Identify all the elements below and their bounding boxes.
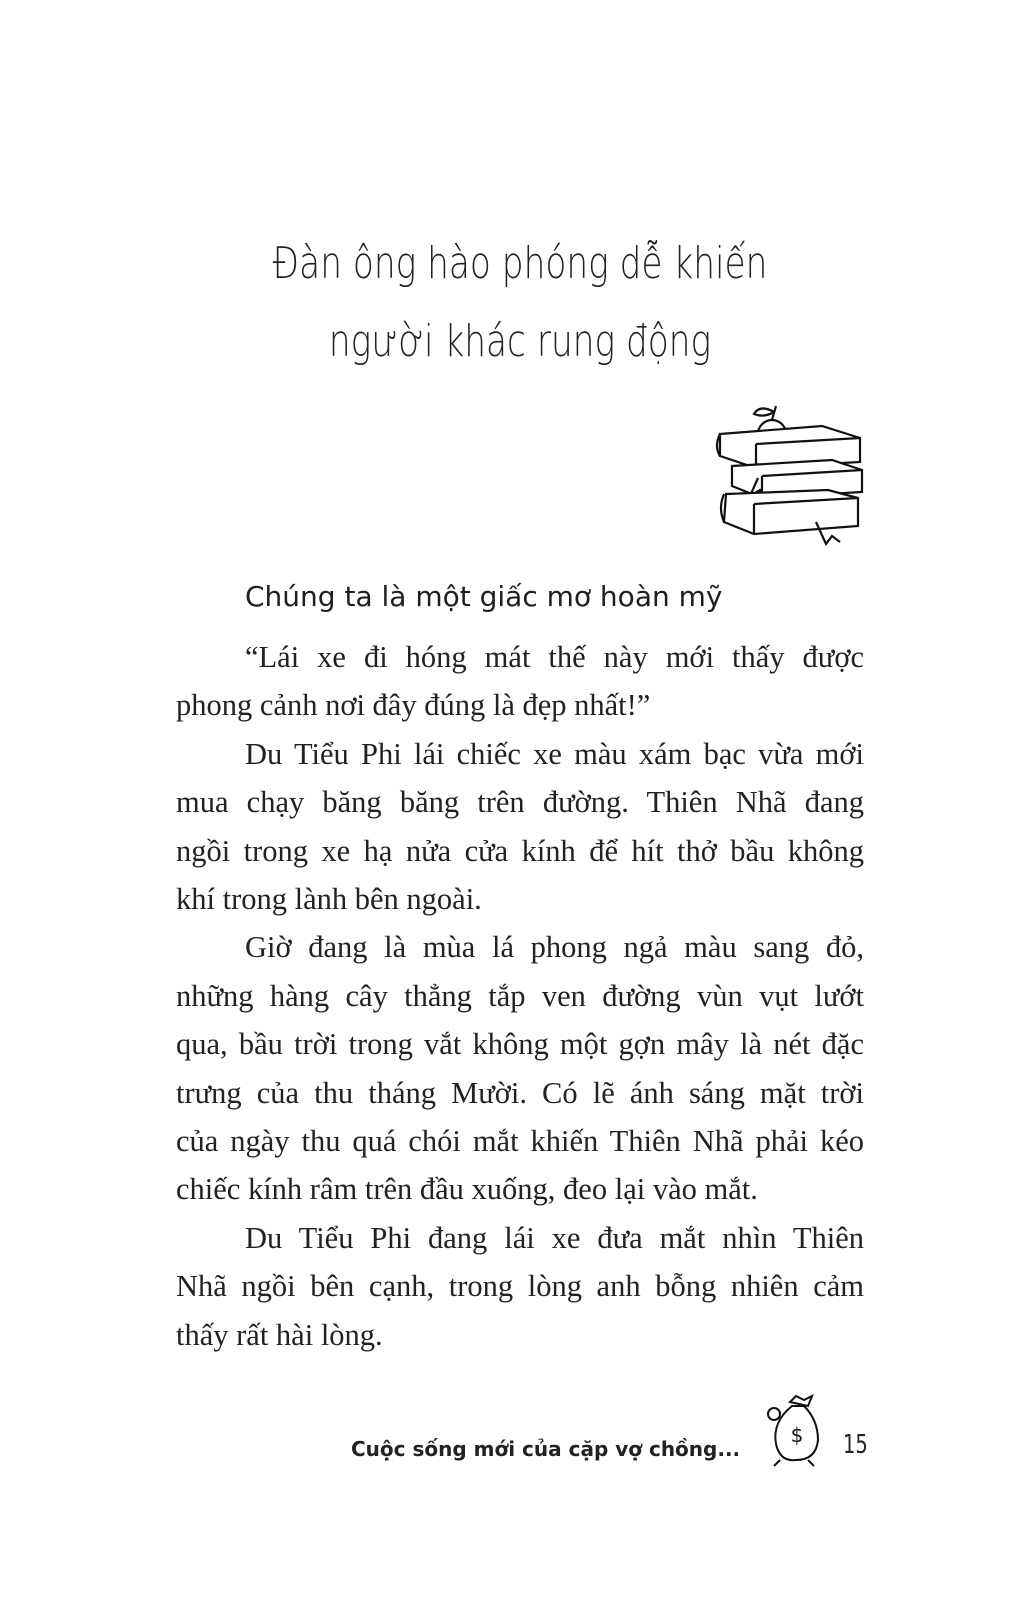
text-line: qua, bầu trời trong vắt không một gợn mây là nét đặc [176, 1027, 864, 1062]
text-line: trưng của thu tháng Mười. Có lẽ ánh sáng mặt trời [176, 1075, 864, 1110]
text-line: ngồi trong xe hạ nửa cửa kính để hít thở bầu không [176, 833, 864, 868]
text-line: thấy rất hài lòng. [176, 1317, 383, 1352]
text-line: mua chạy băng băng trên đường. Thiên Nhã đang [176, 785, 864, 820]
text-line: chiếc kính râm trên đầu xuống, đeo lại vào mắt. [176, 1172, 758, 1207]
money-bag-icon [764, 1392, 824, 1470]
paragraph [176, 1214, 864, 1359]
text-line: Nhã ngồi bên cạnh, trong lòng anh bỗng nhiên cảm [176, 1269, 864, 1304]
chapter-title-line-1: Đàn ông hào phóng dễ khiến [272, 238, 768, 289]
text-line: Du Tiểu Phi lái chiếc xe màu xám bạc vừa mới [245, 736, 864, 771]
chapter-title-line-2: người khác rung động [328, 316, 712, 367]
body-text [176, 633, 864, 1359]
text-line: những hàng cây thẳng tắp ven đường vùn vụt lướt [176, 978, 864, 1013]
paragraph [176, 633, 864, 730]
text-line: Giờ đang là mùa lá phong ngả màu sang đỏ, [245, 930, 864, 965]
text-line: khí trong lành bên ngoài. [176, 882, 482, 917]
text-line: của ngày thu quá chói mắt khiến Thiên Nhã phải kéo [176, 1124, 864, 1159]
paragraph [176, 730, 864, 924]
text-line: Du Tiểu Phi đang lái xe đưa mắt nhìn Thiên [245, 1220, 864, 1255]
text-line: phong cảnh nơi đây đúng là đẹp nhất!” [176, 688, 651, 723]
page-number: 15 [843, 1430, 868, 1460]
section-heading: Chúng ta là một giấc mơ hoàn mỹ [245, 580, 723, 613]
text-line: “Lái xe đi hóng mát thế này mới thấy được [245, 640, 864, 674]
books-apple-illustration [712, 386, 872, 552]
svg-text:$: $ [790, 1423, 804, 1447]
running-footer-title: Cuộc sống mới của cặp vợ chồng... [351, 1437, 741, 1461]
paragraph [176, 923, 864, 1213]
